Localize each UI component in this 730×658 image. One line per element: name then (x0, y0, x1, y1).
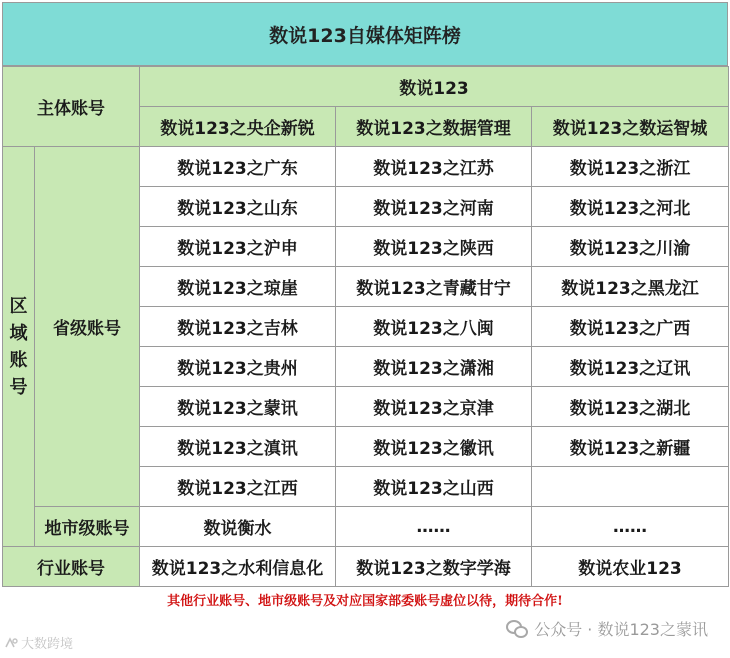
column-header: 数说123之数据管理 (336, 107, 532, 147)
industry-account-label: 行业账号 (3, 547, 140, 587)
group-header: 数说123 (140, 67, 729, 107)
province-account-cell: 数说123之琼崖 (140, 267, 336, 307)
region-label-char: 账 (9, 349, 28, 371)
region-account-label (3, 147, 35, 547)
main-account-label: 主体账号 (3, 67, 140, 147)
province-account-cell: 数说123之沪申 (140, 227, 336, 267)
industry-account-cell: 数说123之数字学海 (336, 547, 532, 587)
province-account-cell: 数说123之江西 (140, 467, 336, 507)
column-header: 数说123之央企新锐 (140, 107, 336, 147)
province-account-cell: 数说123之陕西 (336, 227, 532, 267)
page-title: 数说123自媒体矩阵榜 (2, 2, 728, 66)
city-account-cell: 数说衡水 (140, 507, 336, 547)
province-account-label: 省级账号 (35, 147, 140, 507)
province-account-cell: 数说123之八闽 (336, 307, 532, 347)
province-row (3, 147, 729, 187)
province-account-cell: 数说123之河北 (532, 187, 729, 227)
region-label-char: 号 (9, 376, 28, 398)
province-account-cell: 数说123之浙江 (532, 147, 729, 187)
wechat-icon (506, 620, 528, 638)
province-account-cell: 数说123之江苏 (336, 147, 532, 187)
province-account-cell: 数说123之广东 (140, 147, 336, 187)
city-row (3, 507, 729, 547)
industry-account-cell: 数说123之水利信息化 (140, 547, 336, 587)
province-account-cell: 数说123之贵州 (140, 347, 336, 387)
province-account-cell: 数说123之山东 (140, 187, 336, 227)
province-account-cell: 数说123之湖北 (532, 387, 729, 427)
province-account-cell: 数说123之川渝 (532, 227, 729, 267)
province-account-cell: 数说123之青藏甘宁 (336, 267, 532, 307)
province-account-cell: 数说123之新疆 (532, 427, 729, 467)
province-account-cell: 数说123之滇讯 (140, 427, 336, 467)
matrix-table (2, 66, 729, 587)
watermark-left-text: 大数跨境 (21, 637, 74, 652)
city-account-label: 地市级账号 (35, 507, 140, 547)
watermark-right (506, 617, 708, 640)
province-account-cell: 数说123之京津 (336, 387, 532, 427)
province-account-cell: 数说123之蒙讯 (140, 387, 336, 427)
province-account-cell: 数说123之辽讯 (532, 347, 729, 387)
matrix-table-frame (2, 2, 728, 587)
province-account-cell: 数说123之潇湘 (336, 347, 532, 387)
province-account-cell: 数说123之山西 (336, 467, 532, 507)
brand-logo-icon (4, 637, 18, 649)
region-label-char: 区 (9, 295, 28, 317)
province-account-cell: 数说123之广西 (532, 307, 729, 347)
column-header: 数说123之数运智城 (532, 107, 729, 147)
watermark-right-text: 公众号 · 数说123之蒙讯 (534, 620, 708, 639)
province-account-cell: 数说123之黑龙江 (532, 267, 729, 307)
province-account-cell: 数说123之吉林 (140, 307, 336, 347)
city-account-cell: …… (532, 507, 729, 547)
city-account-cell: …… (336, 507, 532, 547)
industry-account-cell: 数说农业123 (532, 547, 729, 587)
watermark-left (4, 633, 73, 652)
footer-note: 其他行业账号、地市级账号及对应国家部委账号虚位以待，期待合作! (167, 594, 563, 609)
province-account-cell (532, 467, 729, 507)
province-account-cell: 数说123之徽讯 (336, 427, 532, 467)
region-label-char: 域 (9, 322, 28, 344)
industry-row (3, 547, 729, 587)
province-account-cell: 数说123之河南 (336, 187, 532, 227)
header-row-group (3, 67, 729, 107)
